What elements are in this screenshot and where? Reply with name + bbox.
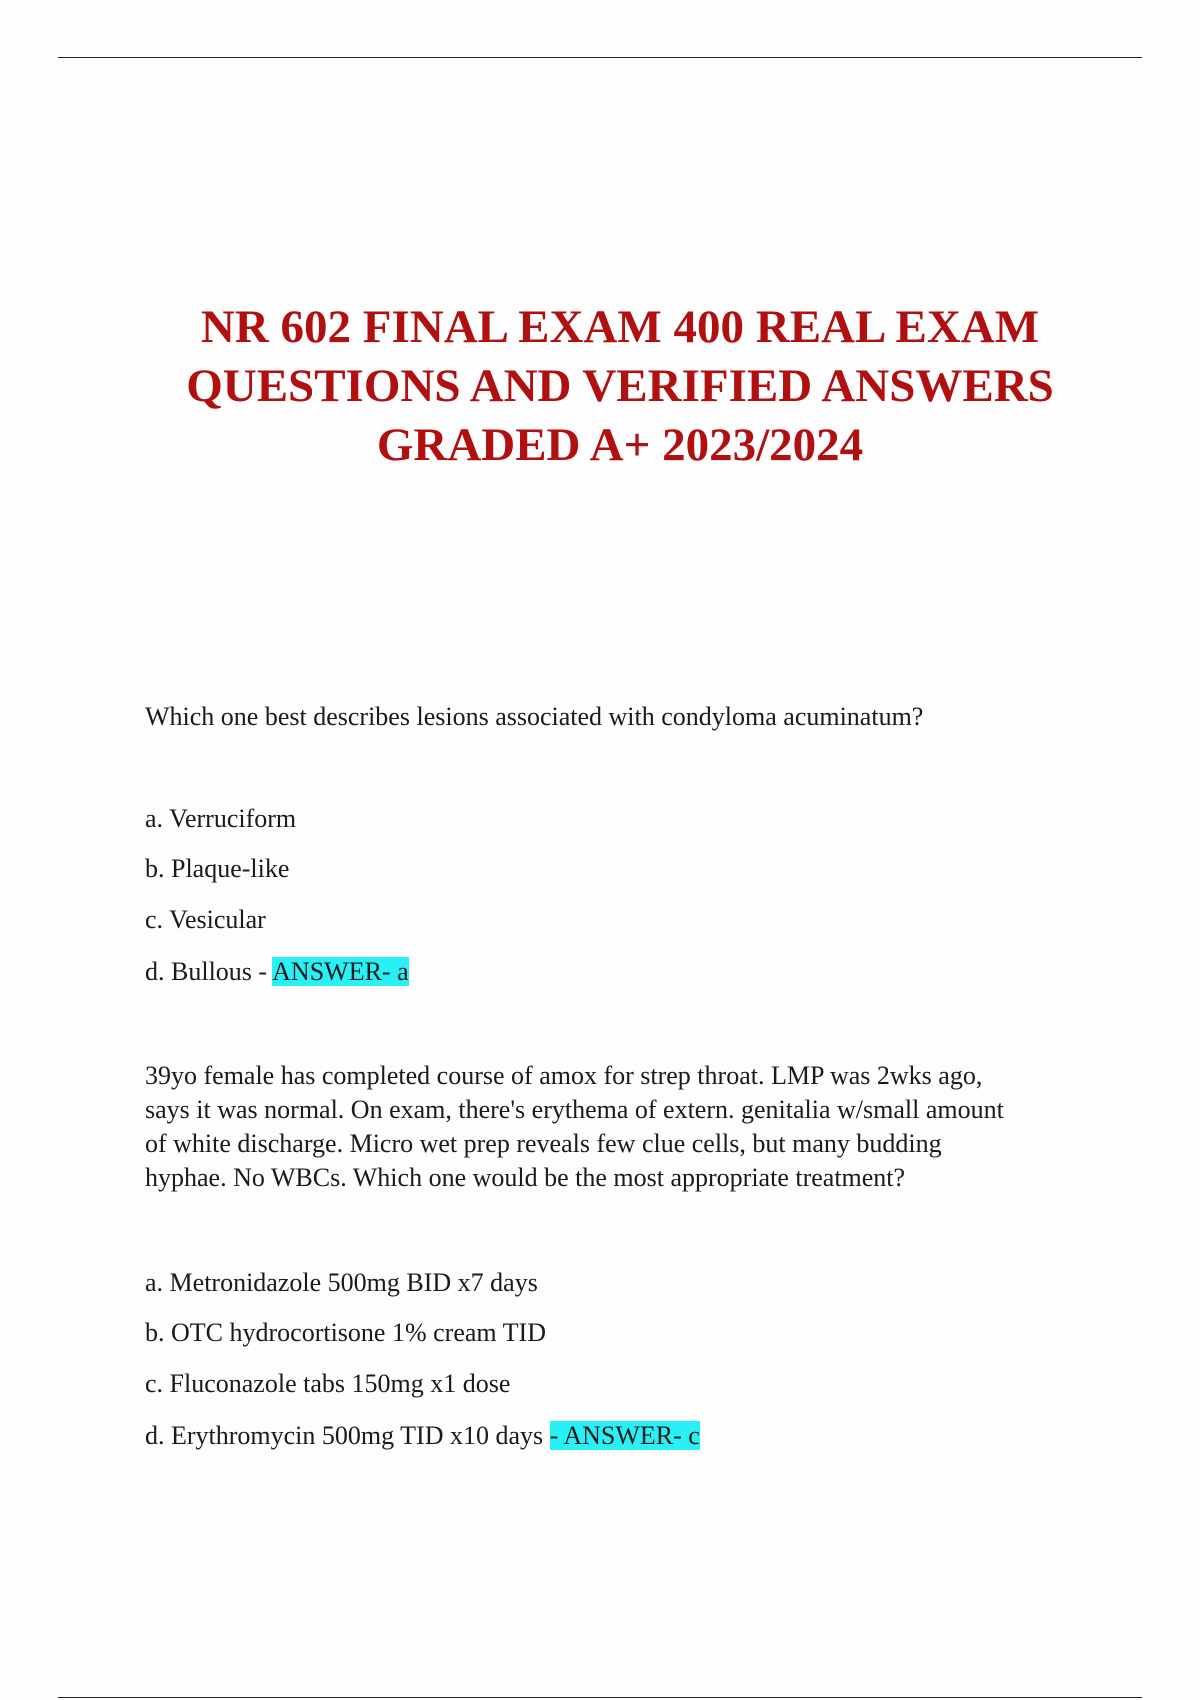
title-line: NR 602 FINAL EXAM 400 REAL EXAM: [200, 301, 1040, 353]
question-1-option-a: a. Verruciform: [145, 804, 297, 833]
document-title: [100, 298, 1140, 475]
title-line: GRADED A+ 2023/2024: [376, 419, 864, 471]
question-1-option-c: c. Vesicular: [145, 905, 266, 934]
question-2-prompt: [145, 1059, 1105, 1195]
footer-rule: [58, 1697, 1142, 1698]
option-d-text: d. Erythromycin 500mg TID x10 days: [145, 1421, 550, 1450]
prompt-line: 39yo female has completed course of amox for strep throat. LMP was 2wks ago,: [145, 1061, 983, 1090]
question-1-prompt: Which one best describes lesions associated with condyloma acuminatum?: [145, 702, 924, 731]
prompt-line: says it was normal. On exam, there's erythema of extern. genitalia w/small amount: [145, 1095, 1004, 1124]
question-2-option-a: a. Metronidazole 500mg BID x7 days: [145, 1268, 538, 1297]
prompt-line: of white discharge. Micro wet prep reveals few clue cells, but many budding: [145, 1129, 942, 1158]
option-d-text: d. Bullous -: [145, 957, 273, 986]
answer-highlight: ANSWER- a: [272, 957, 409, 986]
question-2-option-d: [145, 1419, 700, 1453]
answer-highlight: - ANSWER- c: [549, 1421, 700, 1450]
question-1-option-b: b. Plaque-like: [145, 854, 290, 883]
title-line: QUESTIONS AND VERIFIED ANSWERS: [186, 360, 1054, 412]
question-2-option-b: b. OTC hydrocortisone 1% cream TID: [145, 1318, 546, 1347]
question-2-option-c: c. Fluconazole tabs 150mg x1 dose: [145, 1369, 511, 1398]
header-rule: [58, 57, 1142, 58]
question-1-option-d: [145, 955, 409, 989]
prompt-line: hyphae. No WBCs. Which one would be the most appropriate treatment?: [145, 1163, 906, 1192]
